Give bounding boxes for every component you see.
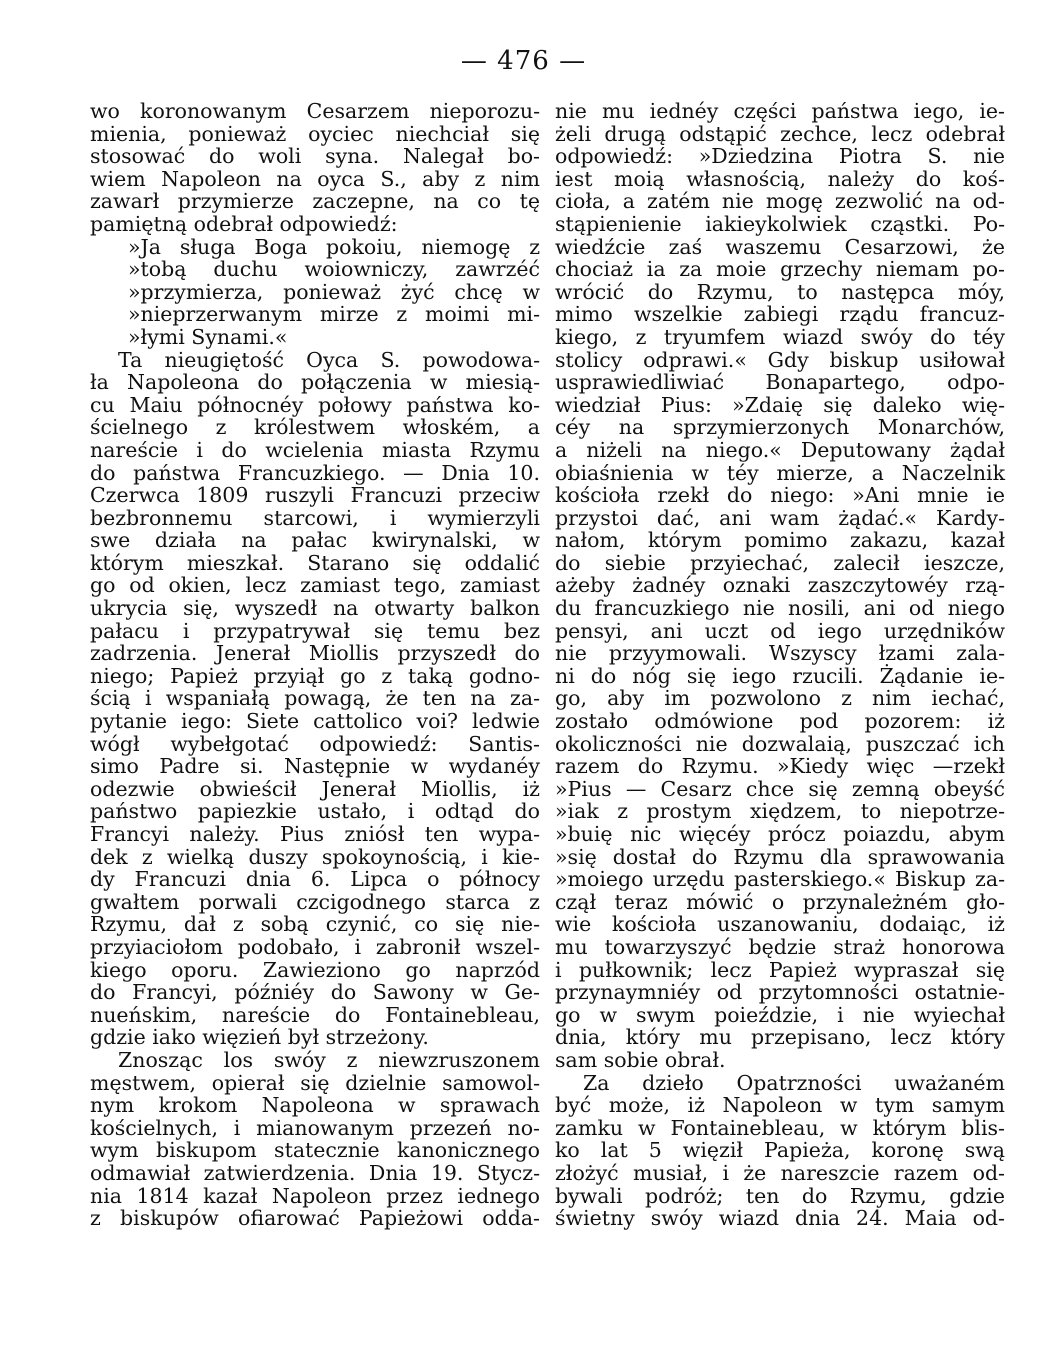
right-text-column [555, 100, 1005, 1230]
text-line: nie mu iednéy części państwa iego, ie- [555, 99, 1005, 123]
text-line: którym mieszkał. Starano się oddalić [90, 550, 540, 575]
text-line: zawarł przymierze zaczepne, na co tę [90, 189, 540, 214]
text-line: »moiego urzędu pasterskiego.« Biskup za- [555, 867, 1005, 892]
text-line: wrócić do Rzymu, to następca móy, [555, 279, 1005, 304]
text-line: »iak z prostym xiędzem, to niepotrze- [555, 799, 1005, 824]
text-line: świetny swóy wiazd dnia 24. Maia od- [555, 1206, 1005, 1231]
text-line: nie przyymowali. Wszyscy łzami zala- [555, 641, 1005, 666]
text-line: odezwie obwieścił Jenerał Miollis, iż [90, 776, 540, 801]
text-line: wiem Napoleon na oyca S., aby z nim [90, 166, 540, 191]
text-line: odpowiedź: »Dziedzina Piotra S. nie [555, 144, 1005, 169]
text-line: ni do nóg się iego rzucili. Żądanie ie- [555, 663, 1005, 688]
text-line: »Pius — Cesarz chce się zemną obeyść [555, 776, 1005, 801]
text-line: »przymierza, ponieważ żyć chcę w [128, 279, 540, 304]
text-line: wiedział Pius: »Zdaię się daleko wię- [555, 392, 1005, 417]
text-line: swe działa na pałac kwirynalski, w [90, 528, 540, 553]
text-line: gwałtem porwali czcigodnego starca z [90, 889, 540, 914]
text-line: chociaż ia za moie grzechy niemam po- [555, 257, 1005, 282]
left-text-column [90, 100, 540, 1230]
text-line: zamku w Fontainebleau, w którym blis- [555, 1115, 1005, 1140]
text-line: gdzie iako więzień był strzeżony. [90, 1025, 429, 1050]
text-line: Rzymu, dał z sobą czynić, co się nie- [90, 912, 540, 937]
text-line: go w swym poieździe, i nie wyiechał [555, 1002, 1005, 1027]
text-line: go, aby im pozwolono z nim iechać, [555, 686, 1005, 711]
text-line: wie kościoła uszanowaniu, dodaiąc, iż [555, 912, 1005, 937]
text-line: »się dostał do Rzymu dla sprawowania [555, 844, 1005, 869]
text-line: żeli drugą odstąpić zechce, lecz odebrał [555, 121, 1005, 146]
text-line: zadrzenia. Jenerał Miollis przyszedł do [90, 641, 540, 666]
text-line: do siebie przyiechać, zalecił ieszcze, [555, 550, 1005, 575]
text-line: mu towarzyszyć będzie straż honorowa [555, 934, 1005, 959]
text-line: mimo wszelkie zabiegi rządu francuz- [555, 302, 1005, 327]
text-line: dek z wielką duszy spokoynością, i kie- [90, 844, 540, 869]
text-line: cioła, a zatém nie mogę zezwolić na od- [555, 189, 1005, 214]
text-line: nia 1814 kazał Napoleon przez iednego [90, 1183, 540, 1208]
text-line: ścią i wspaniałą powagą, że ten na za- [90, 686, 540, 711]
text-line: dnia, który mu przepisano, lecz który [555, 1025, 1005, 1050]
text-line: »buię nic więcéy prócz poiazdu, abym [555, 822, 1005, 846]
text-line: du francuzkiego nie nosili, ani od niego [555, 596, 1005, 621]
text-line: kościoła rzekł do niego: »Ani mnie ie [555, 483, 1005, 508]
text-line: do państwa Francuzkiego. — Dnia 10. [90, 460, 540, 485]
page-number: — 476 — [460, 46, 587, 76]
text-line: cu Maiu północnéy połowy państwa ko- [90, 392, 540, 417]
text-line: kiego oporu. Zawieziono go naprzód [90, 957, 540, 982]
text-line: niego; Papież przyiął go z taką godno- [90, 663, 540, 688]
text-line: zostało odmówione pod pozorem: iż [555, 709, 1005, 734]
text-line: przystoi dać, ani wam żądać.« Kardy- [555, 505, 1005, 530]
text-line: stolicy odprawi.« Gdy biskup usiłował [555, 347, 1005, 372]
text-line: obiaśnienia w téy mierze, a Naczelnik [555, 460, 1005, 485]
text-line: pensyi, ani uczt od iego urzędników [555, 618, 1005, 643]
text-line: usprawiedliwiać Bonapartego, odpo- [555, 370, 1005, 395]
text-line: Francyi należy. Pius zniósł ten wypa- [90, 822, 540, 846]
text-line: Czerwca 1809 ruszyli Francuzi przeciw [90, 483, 540, 508]
text-line: ścielnego z królestwem włoském, a [90, 415, 540, 440]
text-line: pałacu i przypatrywał się temu bez [90, 618, 540, 643]
text-line: państwo papiezkie ustało, i odtąd do [90, 799, 540, 824]
text-line: mienia, ponieważ oyciec niechciał się [90, 121, 540, 146]
text-line: być może, iż Napoleon w tym samym [555, 1093, 1005, 1118]
text-line: z biskupów ofiarować Papieżowi odda- [90, 1206, 540, 1231]
text-line: »tobą duchu woiowniczy, zawrzéć [128, 257, 540, 282]
text-line: nałom, którym pomimo zakazu, kazał [555, 528, 1005, 553]
text-line: nym krokom Napoleona w sprawach [90, 1093, 540, 1118]
text-line: męstwem, opierał się dzielnie samowol- [90, 1070, 540, 1095]
text-line: Znosząc los swóy z niewzruszonem [118, 1047, 540, 1072]
text-line: stosować do woli syna. Nalegał bo- [90, 144, 540, 169]
text-line: »nieprzerwanym mirze z moimi mi- [128, 302, 540, 327]
text-line: złożyć musiał, i że nareszcie razem od- [555, 1160, 1005, 1185]
text-line: pamiętną odebrał odpowiedź: [90, 211, 398, 236]
text-line: pytanie iego: Siete cattolico voi? ledwie [90, 709, 540, 734]
text-line: okoliczności nie dozwalaią, puszczać ich [555, 731, 1005, 756]
text-line: bezbronnemu starcowi, i wymierzyli [90, 505, 540, 530]
text-line: nueńskim, nareście do Fontainebleau, [90, 1002, 540, 1027]
text-line: kościelnych, i mianowanym przezeń no- [90, 1115, 540, 1140]
text-line: simo Padre si. Następnie w wydanéy [90, 754, 540, 779]
text-line: odmawiał zatwierdzenia. Dnia 19. Stycz- [90, 1160, 540, 1185]
text-line: czął teraz mówić o przynależném gło- [555, 889, 1005, 914]
text-line: bywali podróż; ten do Rzymu, gdzie [555, 1183, 1005, 1208]
text-line: ażeby żadnéy oznaki zaszczytowéy rzą- [555, 573, 1005, 598]
text-line: wógł wybełgotać odpowiedź: Santis- [90, 731, 540, 756]
text-line: wo koronowanym Cesarzem nieporozu- [90, 99, 540, 123]
text-line: dy Francuzi dnia 6. Lipca o północy [90, 867, 540, 892]
text-line: przyiaciołom podobało, i zabronił wszel- [90, 934, 540, 959]
text-line: i pułkownik; lecz Papież wypraszał się [555, 957, 1005, 982]
text-line: razem do Rzymu. »Kiedy więc —rzekł [555, 754, 1005, 779]
text-line: do Francyi, późniéy do Sawony w Ge- [90, 980, 540, 1005]
text-line: a niżeli na niego.« Deputowany żądał [555, 437, 1005, 462]
text-line: céy na sprzymierzonych Monarchów, [555, 415, 1005, 440]
text-line: przynaymniéy od przytomności ostatnie- [555, 980, 1005, 1005]
text-line: ła Napoleona do połączenia w miesią- [90, 370, 540, 395]
text-line: »łymi Synami.« [128, 324, 288, 349]
text-line: »Ja sługa Boga pokoiu, niemogę z [128, 234, 540, 259]
text-line: nareście i do wcielenia miasta Rzymu [90, 437, 540, 462]
text-line: Ta nieugiętość Oyca S. powodowa- [118, 347, 540, 372]
text-line: sam sobie obrał. [555, 1047, 726, 1072]
text-line: wym biskupom statecznie kanonicznego [90, 1138, 540, 1163]
text-line: go od okien, lecz zamiast tego, zamiast [90, 573, 540, 598]
text-line: wiedźcie zaś waszemu Cesarzowi, że [555, 234, 1005, 259]
text-line: stąpienienie iakieykolwiek cząstki. Po- [555, 211, 1005, 236]
text-line: Za dzieło Opatrzności uważaném [583, 1070, 1005, 1095]
text-line: ukrycia się, wyszedł na otwarty balkon [90, 596, 540, 621]
text-line: kiego, z tryumfem wiazd swóy do téy [555, 324, 1005, 349]
text-line: iest moią własnością, należy do koś- [555, 166, 1005, 191]
text-line: ko lat 5 więził Papieża, koronę swą [555, 1138, 1005, 1163]
